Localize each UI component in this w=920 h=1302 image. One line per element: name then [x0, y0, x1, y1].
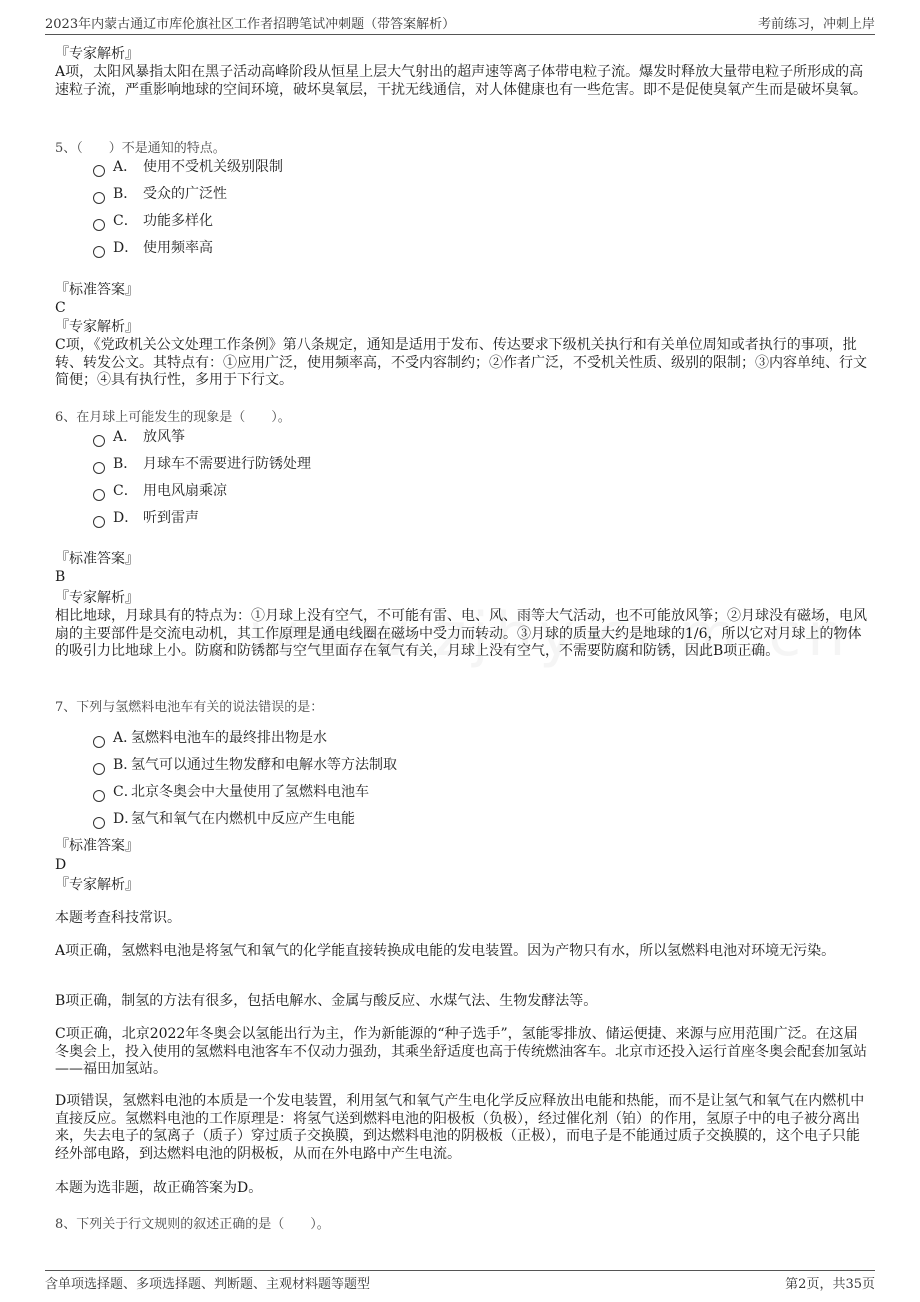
- q6-question: 6、在月球上可能发生的现象是（ ）。: [55, 410, 291, 425]
- q5-option-b[interactable]: B． 受众的广泛性: [93, 185, 227, 203]
- header-title: 2023年内蒙古通辽市库伦旗社区工作者招聘笔试冲刺题（带答案解析）: [45, 17, 456, 32]
- radio-icon[interactable]: [93, 790, 105, 802]
- q6-analysis-label: 『专家解析』: [55, 590, 139, 606]
- q7-analysis-p6: 本题为选非题，故正确答案为D。: [55, 1180, 263, 1196]
- q6-option-b[interactable]: B． 月球车不需要进行防锈处理: [93, 455, 311, 473]
- q7-option-d[interactable]: D．氢气和氧气在内燃机中反应产生电能: [93, 810, 355, 828]
- q7-option-c[interactable]: C．北京冬奥会中大量使用了氢燃料电池车: [93, 783, 369, 801]
- q5-option-c[interactable]: C． 功能多样化: [93, 212, 213, 230]
- q4-analysis-text: A项，太阳风暴指太阳在黑子活动高峰阶段从恒星上层大气射出的超声速等离子体带电粒子流。爆发时释放大量带电粒子所形成的高速粒子流，严重影响地球的空间环境，破坏臭氧层，干扰无线通信，对人体健康也有一些危害。即不是促使臭氧产生而是破坏臭氧。: [55, 64, 867, 98]
- q6-answer: B: [55, 569, 66, 585]
- footer-note: 含单项选择题、多项选择题、判断题、主观材料题等题型: [45, 1277, 371, 1292]
- q7-analysis-p4: C项正确，北京2022年冬奥会以氢能出行为主，作为新能源的“种子选手”，氢能零排放、储运便捷、来源与应用范围广泛。在这届冬奥会上，投入使用的氢燃料电池客车不仅动力强劲，其乘坐舒适度也高于传统燃油客车。北京市还投入运行首座冬奥会配套加氢站——福田加氢站。: [55, 1026, 867, 1077]
- q8-question: 8、下列关于行文规则的叙述正确的是（ ）。: [55, 1217, 330, 1232]
- q5-analysis-label: 『专家解析』: [55, 319, 139, 335]
- radio-icon[interactable]: [93, 246, 105, 258]
- q6-answer-label: 『标准答案』: [55, 551, 139, 567]
- q6-option-c[interactable]: C． 用电风扇乘凉: [93, 482, 227, 500]
- radio-icon[interactable]: [93, 489, 105, 501]
- page-header: [45, 10, 875, 35]
- q7-analysis-p1: 本题考查科技常识。: [55, 910, 181, 926]
- radio-icon[interactable]: [93, 435, 105, 447]
- page-footer: [45, 1270, 875, 1295]
- header-slogan: 考前练习，冲刺上岸: [757, 17, 875, 32]
- q6-option-d[interactable]: D． 听到雷声: [93, 509, 199, 527]
- q6-option-a[interactable]: A． 放风筝: [93, 428, 185, 446]
- radio-icon[interactable]: [93, 462, 105, 474]
- q6-analysis-text: 相比地球，月球具有的特点为：①月球上没有空气，不可能有雷、电、风、雨等大气活动，也不可能放风筝；②月球没有磁场，电风扇的主要部件是交流电动机，其工作原理是通电线圈在磁场中受力而转动。③月球的质量大约是地球的1/6，所以它对月球上的物体的吸引力比地球上小。防腐和防锈都与空气里面存在氧气有关，月球上没有空气，不需要防腐和防锈，因此B项正确。: [55, 608, 867, 659]
- q4-analysis-label: 『专家解析』: [55, 46, 139, 62]
- q7-answer-label: 『标准答案』: [55, 838, 139, 854]
- q7-analysis-p3: B项正确，制氢的方法有很多，包括电解水、金属与酸反应、水煤气法、生物发酵法等。: [55, 993, 598, 1009]
- q5-answer: C: [55, 300, 66, 316]
- radio-icon[interactable]: [93, 763, 105, 775]
- radio-icon[interactable]: [93, 817, 105, 829]
- q5-option-d[interactable]: D． 使用频率高: [93, 239, 213, 257]
- q5-answer-label: 『标准答案』: [55, 282, 139, 298]
- q7-question: 7、下列与氢燃料电池车有关的说法错误的是：: [55, 700, 324, 715]
- radio-icon[interactable]: [93, 736, 105, 748]
- radio-icon[interactable]: [93, 192, 105, 204]
- q7-option-a[interactable]: A．氢燃料电池车的最终排出物是水: [93, 729, 327, 747]
- page-number: 第2页，共35页: [785, 1277, 875, 1292]
- q5-question: 5、（ ）不是通知的特点。: [55, 141, 226, 156]
- q7-analysis-label: 『专家解析』: [55, 877, 139, 893]
- q7-option-b[interactable]: B．氢气可以通过生物发酵和电解水等方法制取: [93, 756, 397, 774]
- q5-analysis-text: C项，《党政机关公文处理工作条例》第八条规定，通知是适用于发布、传达要求下级机关执行和有关单位周知或者执行的事项，批转、转发公文。其特点有：①应用广泛，使用频率高，不受内容制约；②作者广泛，不受机关性质、级别的限制；③内容单纯、行文简便；④具有执行性，多用于下行文。: [55, 337, 867, 388]
- radio-icon[interactable]: [93, 516, 105, 528]
- radio-icon[interactable]: [93, 219, 105, 231]
- radio-icon[interactable]: [93, 165, 105, 177]
- q7-analysis-p2: A项正确，氢燃料电池是将氢气和氧气的化学能直接转换成电能的发电装置。因为产物只有水，所以氢燃料电池对环境无污染。: [55, 943, 836, 959]
- q5-option-a[interactable]: A． 使用不受机关级别限制: [93, 158, 283, 176]
- q7-analysis-p5: D项错误，氢燃料电池的本质是一个发电装置，利用氢气和氧气产生电化学反应释放出电能和热能，而不是让氢气和氧气在内燃机中直接反应。氢燃料电池的工作原理是：将氢气送到燃料电池的阳极板（负极），经过催化剂（铂）的作用，氢原子中的电子被分离出来，失去电子的氢离子（质子）穿过质子交换膜，到达燃料电池的阴极板（正极），而电子是不能通过质子交换膜的，这个电子只能经外部电路，到达燃料电池的阴极板，从而在外电路中产生电流。: [55, 1093, 865, 1162]
- q7-answer: D: [55, 857, 67, 873]
